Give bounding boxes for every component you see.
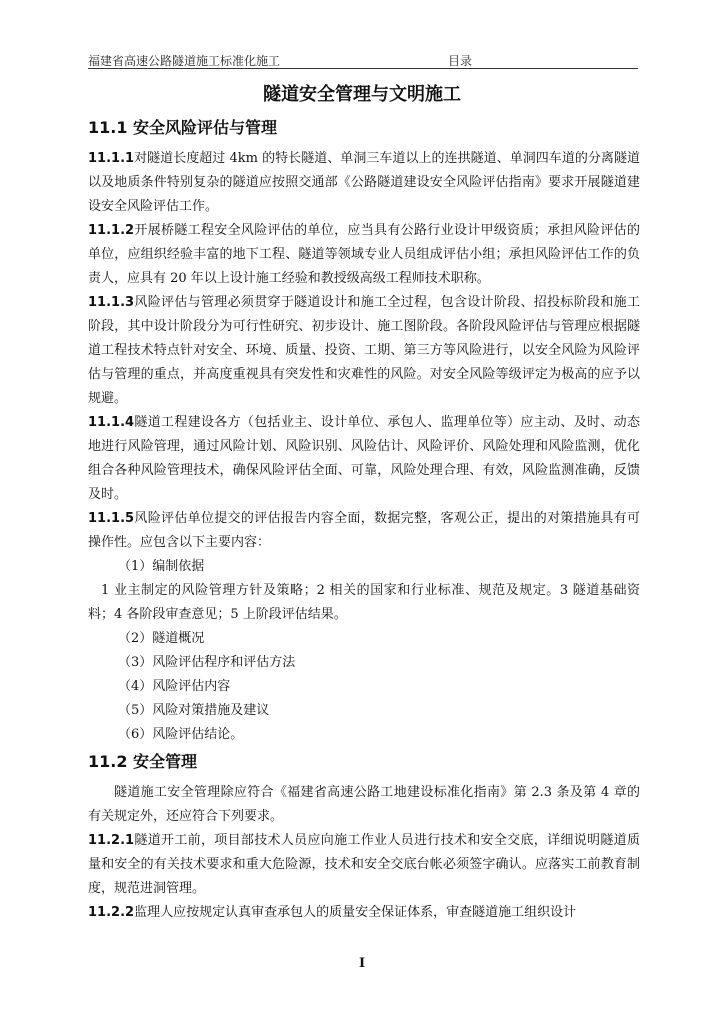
clause-text: 隧道工程建设各方（包括业主、设计单位、承包人、监理单位等）应主动、及时、动态地进行风险管理，通过风险计划、风险识别、风险估计、风险评价、风险处理和风险监测，优化组合各种风险管理技术，确保风险评估全面、可靠，风险处理合理、有效，风险监测准确，反馈及时。 (88, 415, 640, 502)
clause-text: 风险评估单位提交的评估报告内容全面，数据完整，客观公正，提出的对策措施具有可操作性。应包含以下主要内容： (88, 511, 640, 550)
clause-number: 11.2.1 (88, 833, 135, 848)
list-item: （6）风险评估结论。 (118, 727, 244, 742)
clause-number: 11.1.2 (88, 223, 135, 238)
list-item-basis-detail: 1 业主制定的风险管理方针及策略；2 相关的国家和行业标准、规范及规定。3 隧道基础资料；4 各阶段审查意见；5 上阶段评估结果。 (88, 583, 640, 622)
list-item: （3）风险评估程序和评估方法 (118, 655, 296, 670)
clause-text: 隧道开工前，项目部技术人员应向施工作业人员进行技术和安全交底，详细说明隧道质量和安全的有关技术要求和重大危险源，技术和安全交底台帐必须签字确认。应落实工前教育制度，规范进洞管理。 (88, 833, 640, 896)
page-number: I (358, 956, 366, 971)
header-document-title: 福建省高速公路隧道施工标准化施工 (88, 54, 281, 68)
paragraph-11-1-1 (88, 147, 640, 219)
clause-text: 风险评估与管理必须贯穿于隧道设计和施工全过程，包含设计阶段、招投标阶段和施工阶段，其中设计阶段分为可行性研究、初步设计、施工图阶段。各阶段风险评估与管理应根据隧道工程技术特点针对安全、环境、质量、投资、工期、第三方等风险进行，以安全风险为风险评估与管理的重点，并高度重视具有突发性和灾难性的风险。对安全风险等级评定为极高的应予以规避。 (88, 295, 640, 406)
clause-number: 11.1.3 (88, 295, 135, 310)
paragraph-11-2-2 (88, 901, 640, 925)
list-item: （1）编制依据 (118, 559, 205, 574)
clause-text: 开展桥隧工程安全风险评估的单位，应当具有公路行业设计甲级资质；承担风险评估的单位，应组织经验丰富的地下工程、隧道等领域专业人员组成评估小组；承担风险评估工作的负责人，应具有 20 年以上设计施工经验和教授级高级工程师技术职称。 (88, 223, 640, 286)
paragraph-11-1-3 (88, 291, 640, 411)
section-heading-11-2: 11.2 安全管理 (88, 752, 198, 771)
paragraph-11-2-1 (88, 829, 640, 901)
clause-number: 11.1.5 (88, 511, 135, 526)
list-item: （5）风险对策措施及建议 (118, 703, 270, 718)
list-item: （4）风险评估内容 (118, 679, 231, 694)
list-item: （2）隧道概况 (118, 631, 205, 646)
section-heading-11-1: 11.1 安全风险评估与管理 (88, 118, 278, 137)
paragraph-11-1-2 (88, 219, 640, 291)
page-header (88, 52, 638, 69)
paragraph-11-1-5 (88, 507, 640, 555)
paragraph-11-1-4 (88, 411, 640, 507)
paragraph-11-2-intro: 隧道施工安全管理除应符合《福建省高速公路工地建设标准化指南》第 2.3 条及第 4 章的有关规定外，还应符合下列要求。 (88, 785, 640, 824)
clause-number: 11.1.1 (88, 151, 135, 166)
clause-text: 监理人应按规定认真审查承包人的质量安全保证体系，审查隧道施工组织设计 (134, 905, 577, 920)
header-section-label: 目录 (448, 54, 473, 68)
document-body (88, 113, 640, 925)
page-title: 隧道安全管理与文明施工 (263, 84, 461, 105)
clause-number: 11.1.4 (88, 415, 135, 430)
clause-number: 11.2.2 (88, 905, 135, 920)
clause-text: 对隧道长度超过 4km 的特长隧道、单洞三车道以上的连拱隧道、单洞四车道的分离隧道以及地质条件特别复杂的隧道应按照交通部《公路隧道建设安全风险评估指南》要求开展隧道建设安全风险评估工作。 (88, 151, 640, 214)
